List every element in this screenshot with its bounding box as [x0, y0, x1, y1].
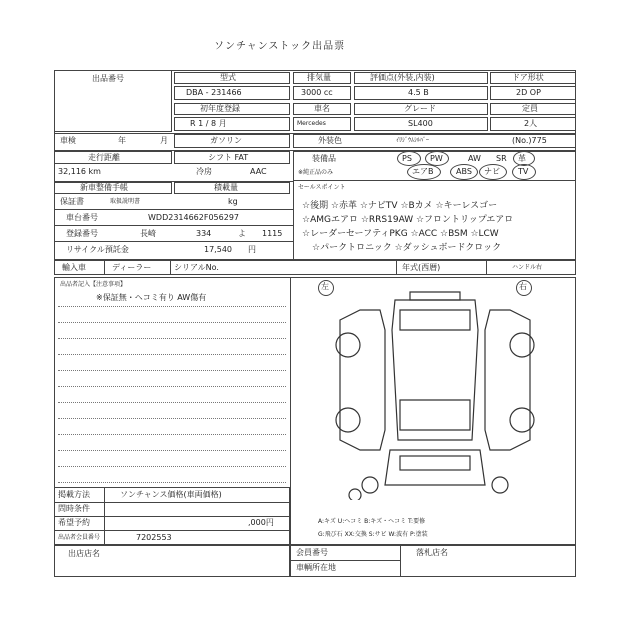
exterior-value: ｲﾘｼﾞｳﾑｼﾙﾊﾞｰ: [396, 137, 430, 144]
equip2-item-airbag: エアB: [412, 167, 434, 176]
remark-line-11: [58, 466, 286, 467]
method-line-2: [54, 516, 290, 517]
equip2-item-tv: TV: [518, 167, 529, 176]
equip2-item-abs: ABS: [456, 167, 472, 176]
equip-item-ps: PS: [402, 154, 412, 163]
exterior-label: 外装色: [318, 136, 342, 145]
door-value: 2D OP: [516, 88, 541, 97]
page-title: ソンチャンストック出品票: [214, 41, 346, 52]
sales-line-3: ☆レーダーセーフティPKG ☆ACC ☆BSM ☆LCW: [302, 229, 499, 239]
method-line-1: [54, 502, 290, 503]
import-div4: [486, 260, 487, 275]
plate-region: 長崎: [140, 229, 156, 238]
first-reg-value: R 1 / 8 月: [190, 119, 227, 128]
plate-class: 334: [196, 229, 212, 238]
equip2-label: ※純正品のみ: [298, 169, 334, 176]
recycle-label: リサイクル預託金: [66, 245, 129, 254]
inspection-label: 車検: [60, 136, 76, 145]
sales-line-2: ☆AMGエアロ ☆RRS19AW ☆フロントリップエアロ: [302, 215, 514, 225]
recycle-value: 17,540: [204, 245, 232, 254]
remarks-divider: [290, 277, 291, 545]
grade-label: グレード: [404, 104, 436, 113]
method-div: [104, 487, 105, 545]
left-label: 左: [321, 282, 329, 291]
remark-line-12: [58, 482, 286, 483]
sales-label: セールスポイント: [298, 184, 346, 191]
capacity-label: 定員: [522, 104, 538, 113]
year-label: 年式(西暦): [402, 263, 441, 272]
equip-item-aw: AW: [468, 154, 481, 163]
remarks-line: ※保証無・ヘコミ有り AW傷有: [96, 293, 207, 302]
model-value: DBA - 231466: [186, 88, 242, 97]
make-label: 車名: [314, 104, 330, 113]
vin-value: WDD2314662F056297: [148, 213, 239, 222]
divider-left: [293, 181, 294, 260]
buyer-region-label: 車輌所在地: [296, 563, 336, 572]
remark-line-3: [58, 338, 286, 339]
grade-value: SL400: [408, 119, 433, 128]
grade-score-label: 評価点(外装,内装): [370, 73, 435, 82]
row7-line: [54, 225, 293, 226]
inspection-month: 月: [160, 136, 168, 145]
grade-score-value: 4.5 B: [408, 88, 429, 97]
buyer-no-label: 会員番号: [296, 548, 328, 557]
remark-line-10: [58, 450, 286, 451]
member-value: 7202553: [136, 533, 172, 542]
equip2-item-navi: ナビ: [484, 167, 500, 176]
equip-item-leather: 革: [518, 154, 526, 163]
fuel-label: ガソリン: [210, 136, 242, 145]
manual-label: 取扱説明書: [110, 198, 141, 205]
reserve-value: ,000円: [248, 518, 274, 527]
ac-label: 冷房: [196, 167, 212, 176]
equip-label: 装備品: [312, 154, 336, 163]
member-label: 出品者会員番号: [58, 534, 101, 541]
buyer-line: [290, 560, 400, 561]
remark-line-1: [58, 306, 286, 307]
buyer-shop-label: 落札店名: [416, 548, 448, 557]
record-label: 新車整備手帳: [80, 183, 128, 192]
remark-line-8: [58, 418, 286, 419]
equip-item-sr: SR: [496, 154, 507, 163]
remark-line-5: [58, 370, 286, 371]
serial-label: シリアルNo.: [174, 263, 219, 272]
equip-item-pw: PW: [430, 154, 443, 163]
right-label: 右: [519, 282, 527, 291]
sales-line-4: ☆パークトロニック ☆ダッシュボードクロック: [312, 243, 502, 253]
sales-line-1: ☆後期 ☆赤革 ☆ナビTV ☆Bカメ ☆キーレスゴー: [302, 201, 498, 211]
remark-line-2: [58, 322, 286, 323]
import-div3: [396, 260, 397, 275]
recycle-unit: 円: [248, 245, 256, 254]
remark-line-6: [58, 386, 286, 387]
row8-line: [54, 241, 293, 242]
load-label: 積載量: [214, 183, 238, 192]
remark-line-7: [58, 402, 286, 403]
steering-label: ハンドル右: [512, 264, 543, 271]
first-reg-label: 初年度登録: [200, 104, 240, 113]
plate-label: 登録番号: [66, 229, 98, 238]
inspection-year: 年: [118, 136, 126, 145]
mileage-label: 走行距離: [88, 153, 120, 162]
legend-line-1: A:キズ U:ヘコミ B:キズ・ヘコミ T:要修: [318, 518, 426, 525]
import-label: 輸入車: [62, 263, 86, 272]
vin-label: 車台番号: [66, 213, 98, 222]
equip2-airbag-circle: [407, 164, 441, 180]
plate-number: 1115: [262, 229, 283, 238]
door-label: ドア形状: [512, 73, 544, 82]
import-div2: [170, 260, 171, 275]
mileage-value: 32,116 km: [58, 167, 101, 176]
car-diagram: [300, 290, 570, 500]
lot-label: 出品番号: [92, 74, 124, 83]
method-line-3: [54, 530, 290, 531]
reserve-label: 希望予約: [58, 518, 90, 527]
method-value: ソンチャンス価格(車両価格): [120, 490, 222, 499]
warranty-label: 保証書: [60, 197, 84, 206]
remark-line-9: [58, 434, 286, 435]
exhibitor-shop-label: 出店店名: [68, 549, 100, 558]
row6-line: [54, 209, 293, 210]
equip2-tv-circle: [512, 164, 536, 180]
load-unit: kg: [228, 197, 238, 206]
remark-line-4: [58, 354, 286, 355]
model-label: 型式: [220, 73, 236, 82]
method-label: 掲載方法: [58, 490, 90, 499]
capacity-value: 2人: [524, 119, 538, 128]
plate-kana: よ: [238, 229, 246, 238]
buyer-div: [400, 545, 401, 577]
ac-value: AAC: [250, 167, 267, 176]
remarks-label: 出品者記入【注意事項】: [60, 281, 127, 288]
legend-line-2: G:飛び石 XX:交換 S:サビ W:波有 P:塗装: [318, 531, 428, 538]
dealer-label: ディーラー: [112, 263, 152, 272]
equip2-abs-circle: [450, 164, 478, 180]
color-no: (No.)775: [512, 136, 547, 145]
deadline-label: 問時条件: [58, 504, 90, 513]
shift-label: シフト FAT: [208, 153, 249, 162]
displacement-label: 排気量: [307, 73, 331, 82]
make-value: Mercedes: [297, 120, 326, 127]
import-div1: [104, 260, 105, 275]
equip2-navi-circle: [479, 164, 507, 180]
displacement-value: 3000 cc: [301, 88, 333, 97]
